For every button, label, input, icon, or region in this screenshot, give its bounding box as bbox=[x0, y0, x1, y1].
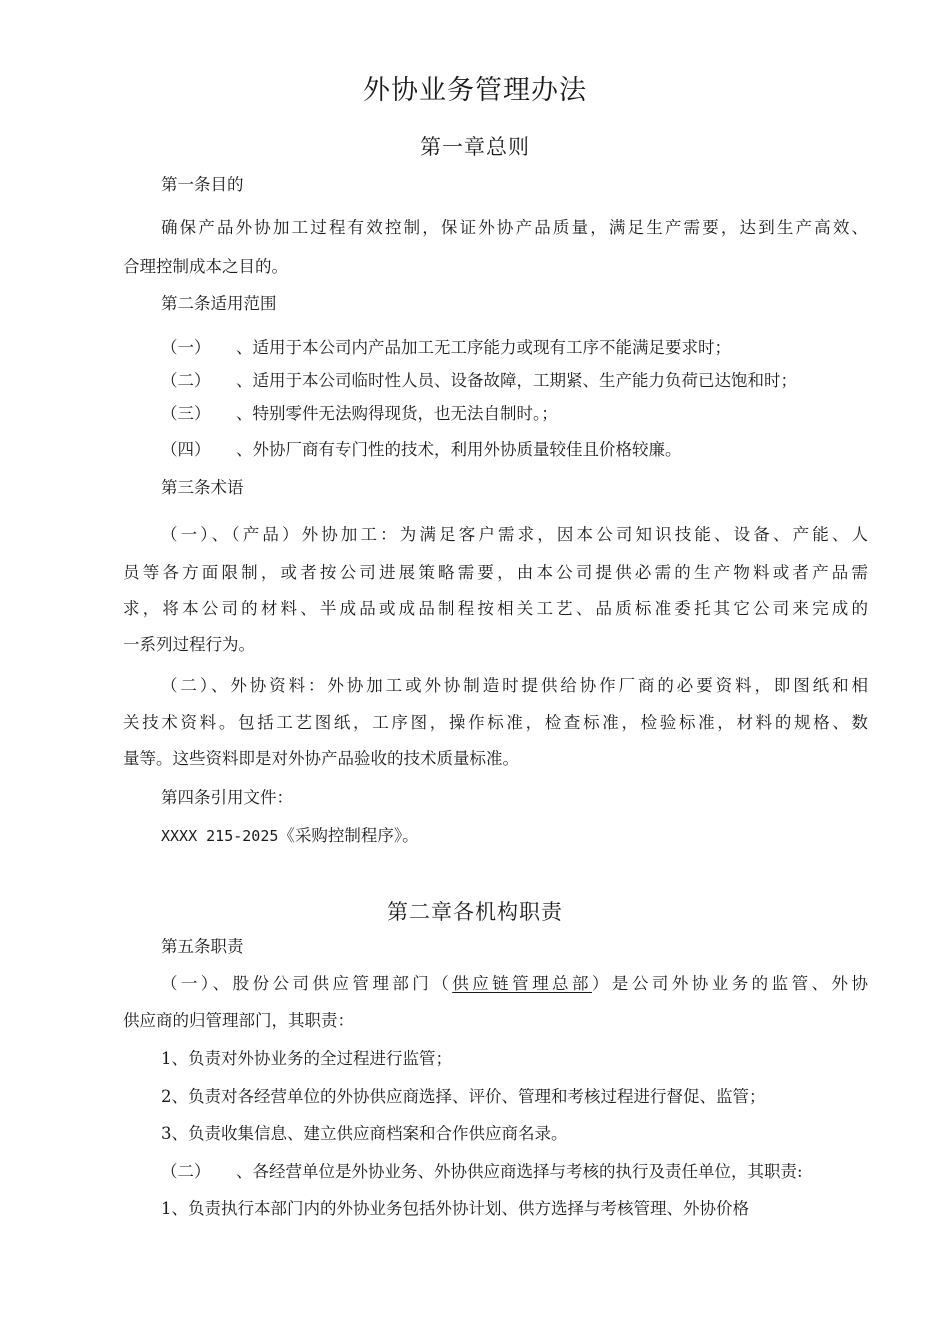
duty-2-line bbox=[161, 1162, 803, 1182]
term-1-line: 一系列过程行为。 bbox=[123, 635, 255, 654]
article-3-heading: 第三条术语 bbox=[161, 478, 244, 497]
scope-item bbox=[161, 371, 797, 391]
supply-chain-hq-link[interactable]: 供应链管理总部 bbox=[452, 974, 592, 993]
chapter-1-heading: 第一章总则 bbox=[420, 135, 530, 159]
duty-1-line-1 bbox=[161, 974, 868, 994]
scope-item-text: 、特别零件无法购得现货，也无法自制时。； bbox=[236, 404, 558, 423]
scope-item bbox=[161, 440, 682, 460]
duty-1-text-a: （一）、股份公司供应管理部门（ bbox=[161, 974, 453, 993]
scope-item bbox=[161, 404, 558, 424]
duty-list-item: 3、负责收集信息、建立供应商档案和合作供应商名录。 bbox=[161, 1124, 568, 1143]
scope-item-number: （一） bbox=[161, 338, 211, 357]
term-2-line: 量等。这些资料即是对外协产品验收的技术质量标准。 bbox=[123, 749, 519, 768]
duty-list-item: 1、负责对外协业务的全过程进行监管； bbox=[161, 1049, 452, 1068]
duty-2-number: （二） bbox=[161, 1162, 211, 1181]
term-2-line: （二）、外协资料：外协加工或外协制造时提供给协作厂商的必要资料，即图纸和相 bbox=[161, 676, 868, 695]
article-1-text-line-1: 确保产品外协加工过程有效控制，保证外协产品质量，满足生产需要，达到生产高效、 bbox=[161, 218, 868, 237]
scope-item-text: 、适用于本公司内产品加工无工序能力或现有工序不能满足要求时； bbox=[236, 338, 731, 357]
document-title: 外协业务管理办法 bbox=[363, 75, 587, 106]
article-2-heading: 第二条适用范围 bbox=[161, 294, 277, 313]
scope-item-number: （三） bbox=[161, 404, 211, 423]
term-2-line: 关技术资料。包括工艺图纸，工序图，操作标准，检查标准，检验标准，材料的规格、数 bbox=[123, 713, 868, 732]
duty-2-text: 、各经营单位是外协业务、外协供应商选择与考核的执行及责任单位，其职责: bbox=[236, 1162, 803, 1181]
reference-title: 《采购控制程序》。 bbox=[278, 826, 419, 845]
chapter-2-heading: 第二章各机构职责 bbox=[387, 900, 563, 924]
duty-1-line-2: 供应商的归管理部门，其职责： bbox=[123, 1011, 354, 1030]
duty-list-item: 2、负责对各经营单位的外协供应商选择、评价、管理和考核过程进行督促、监管； bbox=[161, 1087, 766, 1106]
article-1-text-line-2: 合理控制成本之目的。 bbox=[123, 257, 288, 276]
article-1-heading: 第一条目的 bbox=[161, 175, 244, 194]
reference-document bbox=[161, 826, 419, 846]
reference-code: XXXX 215-2025 bbox=[161, 827, 279, 845]
term-1-line: 求，将本公司的材料、半成品或成品制程按相关工艺、品质标准委托其它公司来完成的 bbox=[123, 599, 868, 618]
term-1-line: （一）、（产品）外协加工：为满足客户需求，因本公司知识技能、设备、产能、人 bbox=[161, 525, 868, 544]
duty-list-item: 1、负责执行本部门内的外协业务包括外协计划、供方选择与考核管理、外协价格 bbox=[161, 1199, 749, 1218]
duty-1-text-b: ）是公司外协业务的监管、外协 bbox=[591, 974, 869, 993]
article-5-heading: 第五条职责 bbox=[161, 937, 244, 956]
term-1-line: 员等各方面限制，或者按公司进展策略需要，由本公司提供必需的生产物料或者产品需 bbox=[123, 563, 868, 582]
scope-item bbox=[161, 338, 731, 358]
scope-item-number: （四） bbox=[161, 440, 211, 459]
scope-item-text: 、适用于本公司临时性人员、设备故障，工期紧、生产能力负荷已达饱和时； bbox=[236, 371, 797, 390]
scope-item-number: （二） bbox=[161, 371, 211, 390]
scope-item-text: 、外协厂商有专门性的技术，利用外协质量较佳且价格较廉。 bbox=[236, 440, 682, 459]
article-4-heading: 第四条引用文件： bbox=[161, 788, 293, 807]
